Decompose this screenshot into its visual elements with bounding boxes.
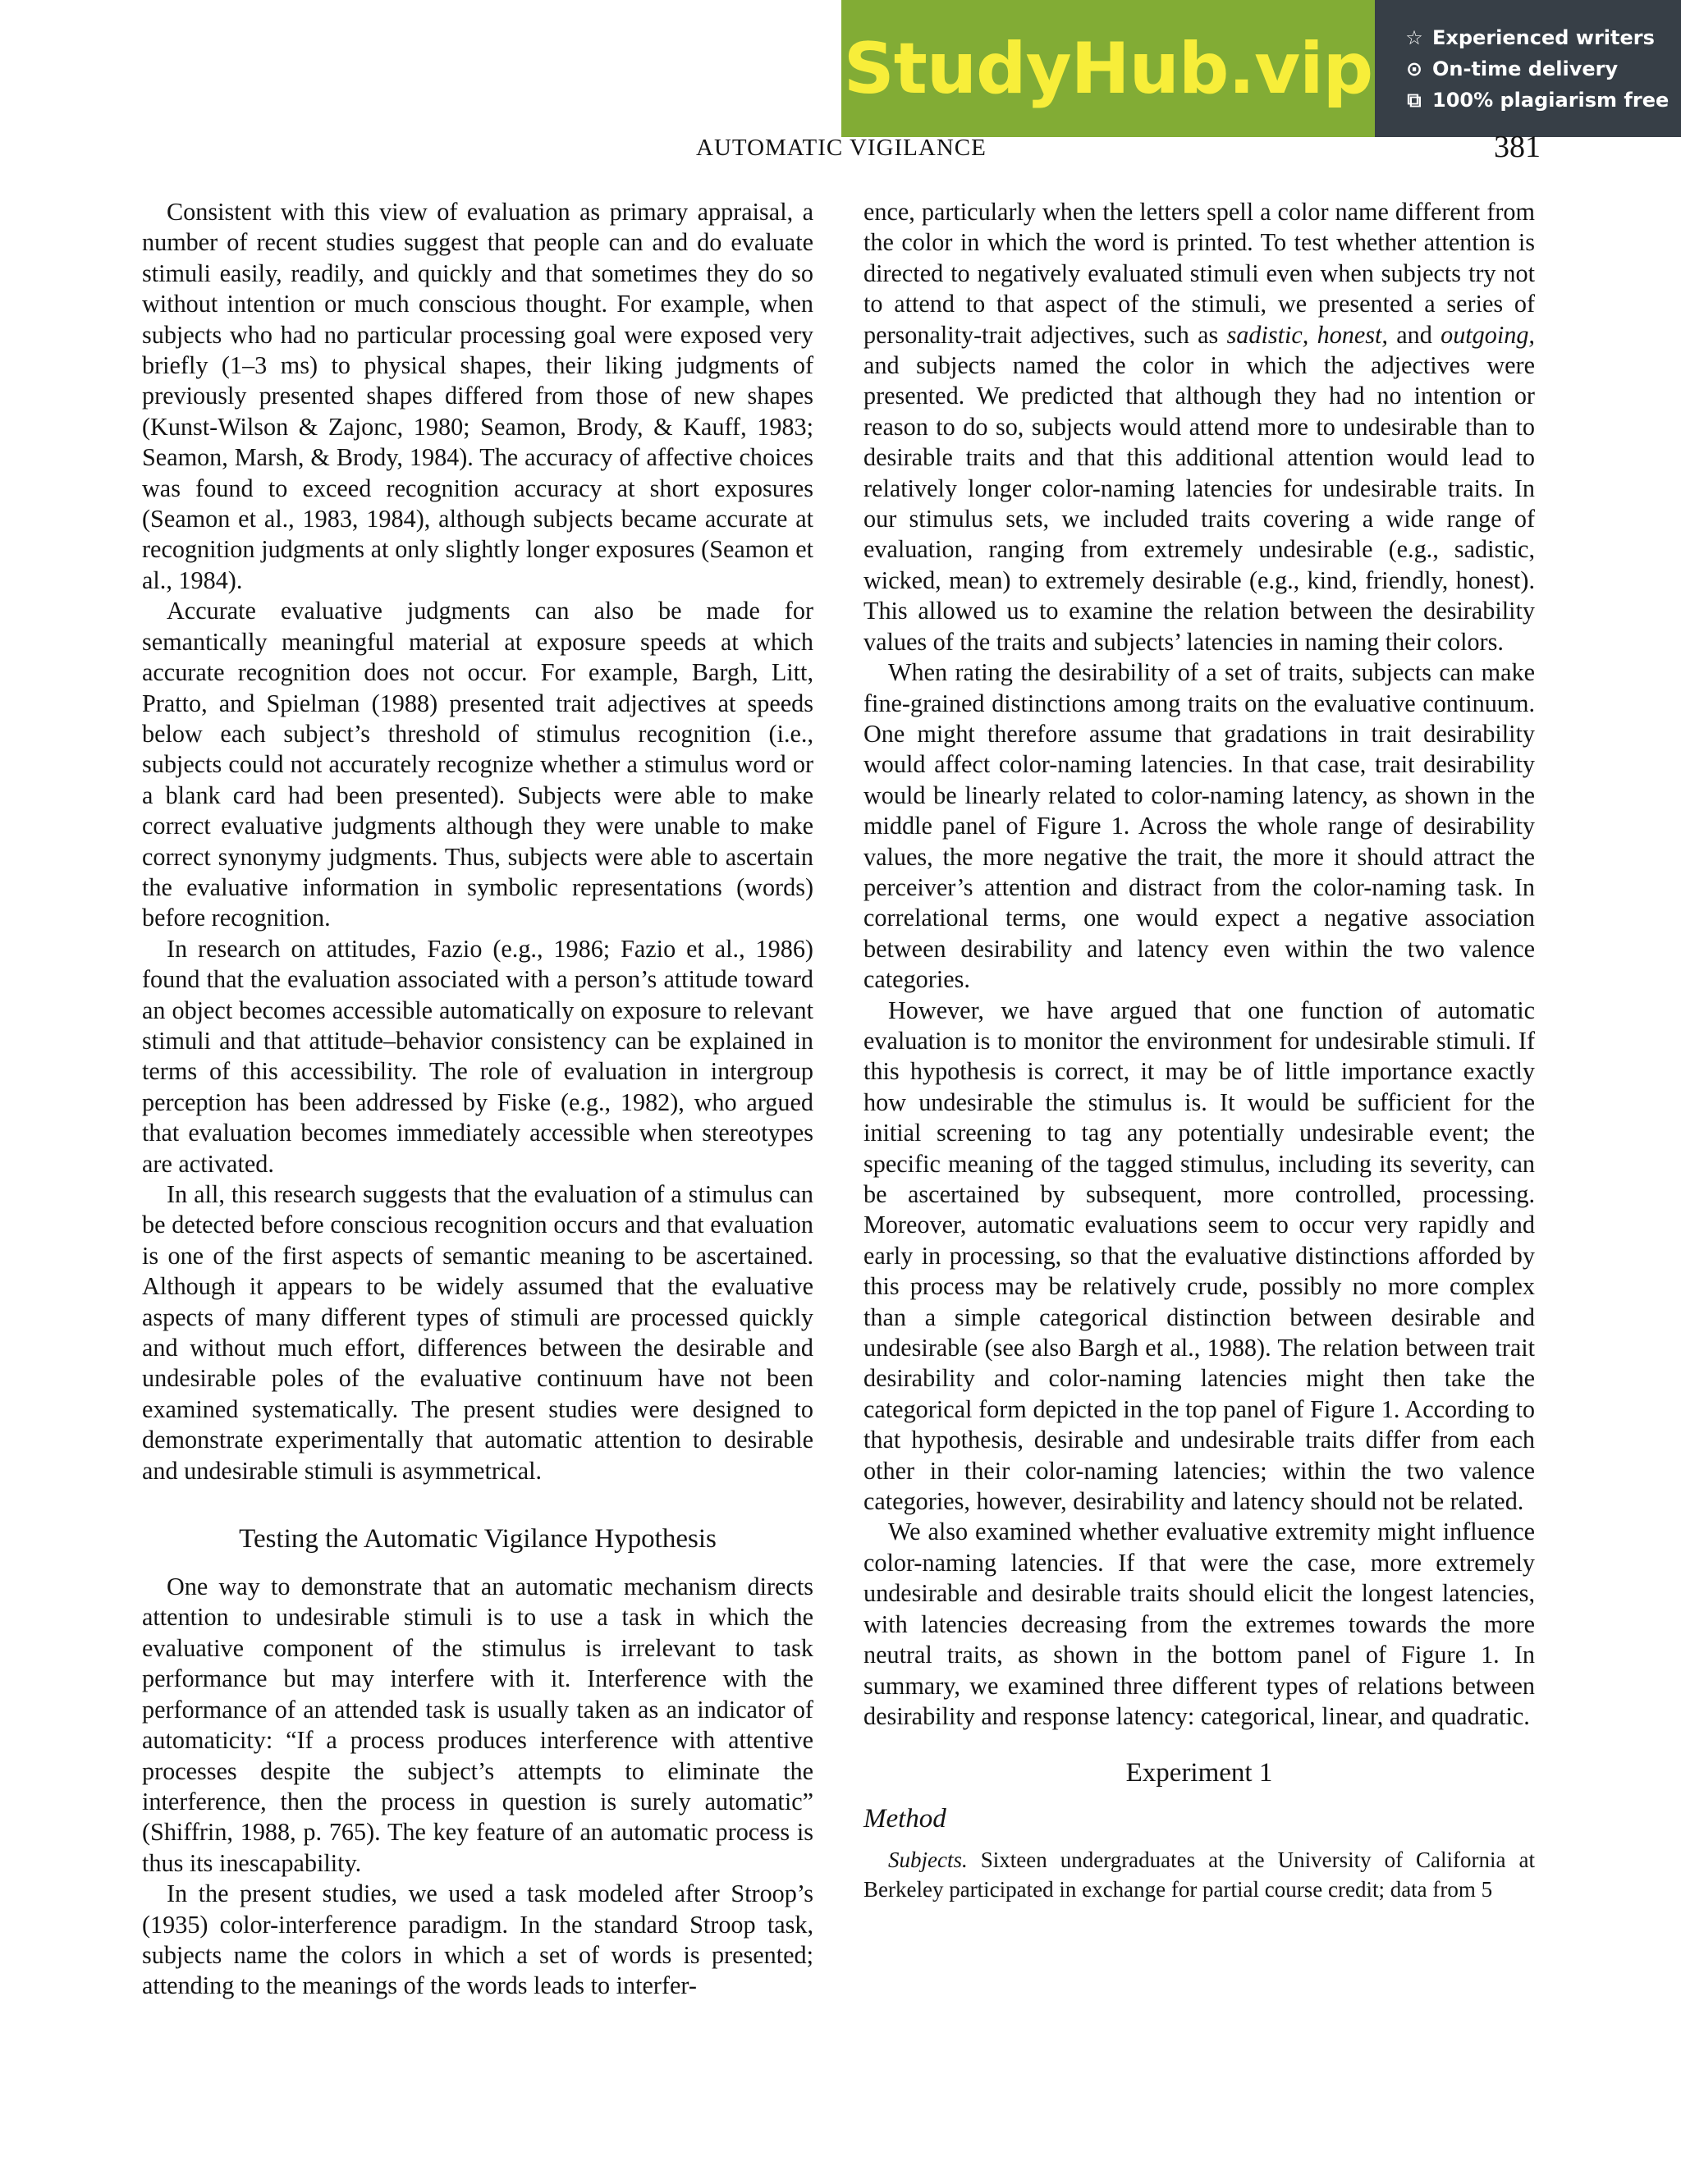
paragraph: In the present studies, we used a task modeled after Stroop’s (1935) color-interference paradigm. In the standard Stroop task, subjects name the colors in which a set of words is presented; attending to the meanings of the words leads to interfer- (142, 1880, 813, 2000)
copy-icon: ⧉ (1407, 88, 1422, 112)
paragraph: When rating the desirability of a set of traits, subjects can make fine-grained distinctions among traits on the evaluative continuum. One might therefore assume that gradations in trait desirability would affect color-naming latencies. In that case, trait desirability would be linearly related to color-naming latency, as shown in the middle panel of Figure 1. Across the whole range of desirability values, the more negative the trait, the more it should attract the perceiver’s attention and distract from the color-naming task. In correlational terms, one would expect a negative association between desirability and latency even within the two valence categories. (863, 658, 1535, 994)
brand-logo-text[interactable]: StudyHub.vip (843, 27, 1373, 110)
feature-label: 100% plagiarism free (1432, 88, 1670, 112)
text-run: ence, particularly when the letters spell a color name different from the color in which the word is printed. To test whether attention is directed to negatively evaluated stimuli even when subjects try not to attend to that aspect of the stimuli, we presented a series of personality-trait adjectives, such as (863, 198, 1535, 349)
paragraph: One way to demonstrate that an automatic mechanism directs attention to undesirable stimuli is to use a task in which the evaluative component of the stimulus is irrelevant to task performance but may interfere with it. Interference with the performance of an attended task is usually taken as an indicator of automaticity: “If a process produces interference with attentive processes despite the subject’s attempts to eliminate the interference, then the process in question is surely automatic” (Shiffrin, 1988, p. 765). The key feature of an automatic process is thus its inescapability. (142, 1573, 813, 1877)
clock-icon: ⊙ (1405, 57, 1423, 80)
method-heading: Method (863, 1804, 946, 1834)
subjects-paragraph (863, 1845, 1535, 1904)
paragraph: Accurate evaluative judgments can also be made for semantically meaningful material at exposure speeds at which accurate recognition does not occur. For example, Bargh, Litt, Pratto, and Spielman (1988) presented trait adjectives at speeds below each subject’s threshold of stimulus recognition (i.e., subjects could not accurately recognize whether a stimulus word or a blank card had been presented). Subjects were able to make correct evaluative judgments although they were unable to make correct synonymy judgments. Thus, subjects were able to ascertain the evaluative information in symbolic representations (words) before recognition. (142, 597, 813, 932)
subjects-text: Sixteen undergraduates at the University of California at Berkeley participated in exchange for partial course credit; data from 5 (863, 1847, 1535, 1902)
running-title: AUTOMATIC VIGILANCE (696, 135, 987, 161)
feature-item (1404, 57, 1681, 80)
feature-item (1404, 26, 1681, 49)
left-column (142, 197, 813, 2002)
paragraph (863, 197, 1535, 657)
section-heading: Testing the Automatic Vigilance Hypothesis (239, 1524, 717, 1554)
star-outline-icon: ☆ (1405, 25, 1423, 49)
subjects-label: Subjects. (888, 1847, 968, 1873)
page-number: 381 (1494, 130, 1541, 164)
paragraph: We also examined whether evaluative extremity might influence color-naming latencies. If that were the case, more extremely undesirable and desirable traits should elicit the longest latencies, with latencies decreasing from the extremes towards the more neutral traits, as shown in the bottom panel of Figure 1. In summary, we examined three different types of relations between desirability and response latency: categorical, linear, and quadratic. (863, 1518, 1535, 1730)
italic-text: outgoing, (1441, 320, 1535, 349)
brand-logo-panel[interactable] (841, 0, 1375, 137)
italic-text: sadistic, honest, (1226, 320, 1388, 349)
right-column (863, 197, 1535, 1904)
paragraph: Consistent with this view of evaluation as primary appraisal, a number of recent studies suggest that people can and do evaluate stimuli easily, readily, and quickly and that sometimes they do so without intention or much conscious thought. For example, when subjects who had no particular processing goal were exposed very briefly (1–3 ms) to physical shapes, their liking judgments of previously presented shapes differed from those of new shapes (Kunst-Wilson & Zajonc, 1980; Seamon, Brody, & Kauff, 1983; Seamon, Marsh, & Brody, 1984). The accuracy of affective choices was found to exceed recognition accuracy at short exposures (Seamon et al., 1983, 1984), although subjects became accurate at recognition judgments at only slightly longer exposures (Seamon et al., 1984). (142, 198, 813, 594)
feature-label: On-time delivery (1432, 57, 1619, 80)
text-run: and (1387, 320, 1441, 349)
paragraph: In all, this research suggests that the evaluation of a stimulus can be detected before conscious recognition occurs and that evaluation is one of the first aspects of semantic meaning to be ascertained. Although it appears to be widely assumed that the evaluative aspects of many different types of stimuli are processed quickly and without much effort, differences between the desirable and undesirable poles of the evaluative continuum have not been examined systematically. The present studies were designed to demonstrate experimentally that automatic attention to desirable and undesirable stimuli is asymmetrical. (142, 1180, 813, 1485)
paragraph: However, we have argued that one function of automatic evaluation is to monitor the environment for undesirable stimuli. If this hypothesis is correct, it may be of little importance exactly how undesirable the stimulus is. It would be sufficient for the initial screening to tag any potentially undesirable event; the specific meaning of the tagged stimulus, including its severity, can be ascertained by subsequent, more controlled, processing. Moreover, automatic evaluations seem to occur very rapidly and early in processing, so that the evaluative distinctions afforded by this process may be relatively crude, possibly no more complex than a simple categorical distinction between desirable and undesirable (see also Bargh et al., 1988). The relation between trait desirability and color-naming latencies might then take the categorical form depicted in the top panel of Figure 1. According to that hypothesis, desirable and undesirable traits differ from each other in their color-naming latencies; within the two valence categories, however, desirability and latency should not be related. (863, 996, 1535, 1516)
ad-banner[interactable] (841, 0, 1681, 137)
experiment-heading: Experiment 1 (1125, 1758, 1273, 1788)
feature-item (1404, 89, 1681, 112)
feature-label: Experienced writers (1432, 25, 1655, 49)
text-run: and subjects named the color in which the adjectives were presented. We predicted that although they had no intention or reason to do so, subjects would attend more to undesirable than to desirable traits and that this additional attention would lead to relatively longer color-naming latencies for undesirable traits. In our stimulus sets, we included traits covering a wide range of evaluation, ranging from extremely undesirable (e.g., sadistic, wicked, mean) to extremely desirable (e.g., kind, friendly, honest). This allowed us to examine the relation between the desirability values of the traits and subjects’ latencies in naming their colors. (863, 351, 1535, 656)
paragraph: In research on attitudes, Fazio (e.g., 1986; Fazio et al., 1986) found that the evaluation associated with a person’s attitude toward an object becomes accessible automatically on exposure to relevant stimuli and that attitude–behavior consistency can be explained in terms of this accessibility. The role of evaluation in intergroup perception has been addressed by Fiske (e.g., 1982), who argued that evaluation becomes immediately accessible when stereotypes are activated. (142, 934, 813, 1178)
feature-list (1375, 0, 1681, 137)
